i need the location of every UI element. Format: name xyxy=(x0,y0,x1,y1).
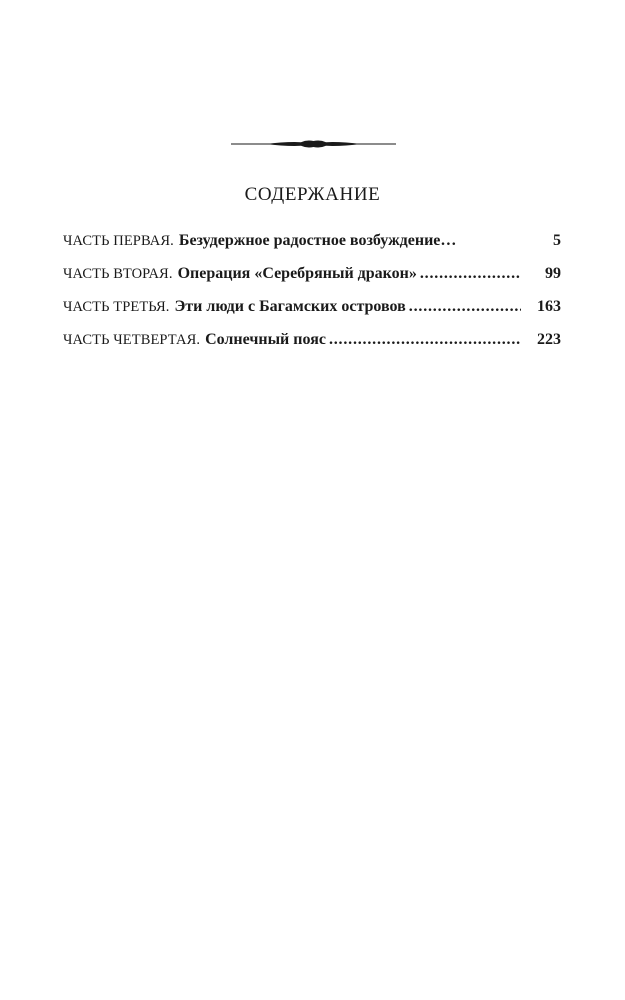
toc-entry-title: Эти люди с Багамских островов xyxy=(174,298,406,315)
toc-entry-title: Операция «Серебряный дракон» xyxy=(177,265,417,282)
toc-entry[interactable] xyxy=(63,232,561,265)
table-of-contents xyxy=(63,232,561,364)
toc-entry-page: 5 xyxy=(553,232,561,249)
toc-entry-page: 223 xyxy=(537,331,561,348)
toc-entry-part: ЧАСТЬ ВТОРАЯ. xyxy=(63,266,173,282)
toc-entry-part: ЧАСТЬ ПЕРВАЯ. xyxy=(63,233,174,249)
toc-title: СОДЕРЖАНИЕ xyxy=(244,184,381,205)
toc-entry-leader xyxy=(329,331,521,349)
toc-entry[interactable] xyxy=(63,265,561,298)
decorative-rule-icon xyxy=(231,136,396,152)
toc-entry[interactable] xyxy=(63,331,561,364)
toc-entry-part: ЧАСТЬ ТРЕТЬЯ. xyxy=(63,299,170,315)
toc-entry-page: 163 xyxy=(537,298,561,315)
toc-entry[interactable] xyxy=(63,298,561,331)
toc-entry-part: ЧАСТЬ ЧЕТВЕРТАЯ. xyxy=(63,332,201,348)
toc-entry-leader xyxy=(420,265,521,283)
toc-entry-title: Безудержное радостное возбуждение… xyxy=(178,232,457,249)
toc-entry-title: Солнечный пояс xyxy=(205,331,326,348)
toc-entry-page: 99 xyxy=(545,265,561,282)
toc-entry-leader xyxy=(409,298,521,316)
